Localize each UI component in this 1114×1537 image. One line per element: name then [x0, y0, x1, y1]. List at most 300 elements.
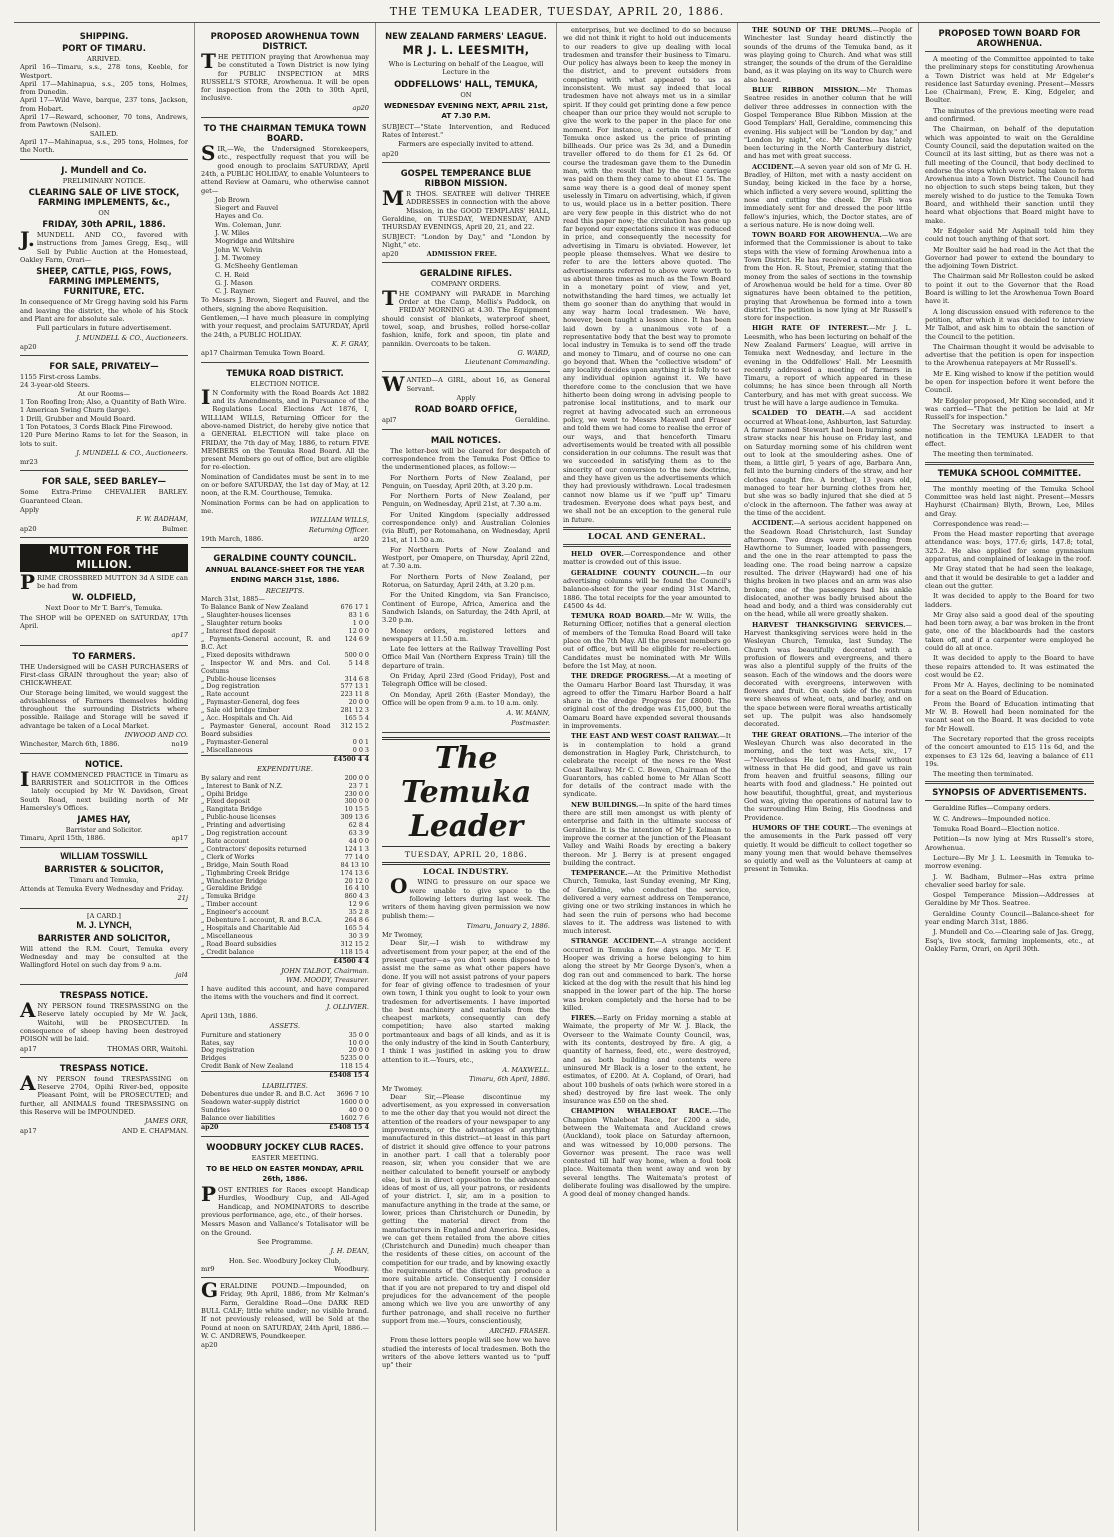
- gospel-admission: ADMISSION FREE.: [426, 250, 497, 259]
- account-amount: 860 4 3: [344, 892, 369, 901]
- barley-title: FOR SALE, SEED BARLEY—: [41, 476, 167, 487]
- account-item: „ Debenture I. account, R. and B.C.A.: [201, 916, 323, 925]
- sale-signature: J. MUNDELL & CO., Auctioneers.: [76, 333, 188, 342]
- private-sale-item: 1 Drill, Grubber and Mould Board.: [20, 414, 136, 423]
- account-amount: 309 13 6: [340, 813, 369, 822]
- ad-code: ap17: [20, 1126, 37, 1135]
- divider: [925, 481, 1094, 482]
- letter-1-to: Mr Twomey,: [382, 931, 423, 940]
- report-paragraph: The Chairman, on behalf of the deputation which was appointed to wait on the Geraldine County Council, said the deputation waited on the Council at its last sitting, but as there was not a full meeting of the Council, that body declined to endorse the steps which were being taken to form Arowhenua into a Town District. The Council had no objection to such steps being taken, but they merely wished to do justice to the Temuka Town Board, and withheld their sanction until they heard what objections that Board might have to make.: [925, 125, 1094, 225]
- local-general-items: [563, 550, 731, 1199]
- town-board-title: PROPOSED TOWN BOARD FOR AROWHENUA.: [938, 28, 1081, 48]
- news-item: [563, 937, 731, 1012]
- report-paragraph: The Secretary reported that the gross receipts of the concert amounted to £15 11s 6d, and the expenses to £3 12s 6d, leaving a balance of £11 19s.: [925, 734, 1094, 768]
- signatory: Wm. Coleman, Junr.: [215, 220, 282, 229]
- signatory: G. McSheehy Gentleman: [215, 262, 298, 271]
- chairman-title: TO THE CHAIRMAN TEMUKA TOWN BOARD.: [203, 123, 367, 144]
- news-item-heading: TEMPERANCE.: [571, 869, 628, 878]
- editorial-local-industry: [382, 868, 550, 1370]
- news-item-heading: STRANGE ACCIDENT.: [571, 937, 656, 946]
- divider: [925, 51, 1094, 52]
- gospel-mission-ad: [382, 163, 550, 263]
- masthead: [14, 0, 1100, 23]
- sailing-item: April 17—Mahinapua, s.s., 295 tons, Holmes, for the North.: [20, 137, 188, 155]
- report-paragraph: J. Mundell and Co.—Clearing sale of Jas. Gregg, Esq's, live stock, farming implements, etc., at Oakley Farm, Orari, on April 30th.: [925, 928, 1094, 953]
- report-paragraph: A long discussion ensued with reference to the petition, after which it was decided to interview Mr Talbot, and ask him to obtain the sanction of the Council to the petition.: [925, 307, 1094, 341]
- assets-total-label: [201, 1072, 316, 1080]
- account-item: Credit Bank of New Zealand: [201, 1062, 294, 1071]
- arowhenua-title: PROPOSED AROWHENUA TOWN DISTRICT.: [210, 31, 360, 51]
- ad-code: ap20: [352, 103, 369, 112]
- account-amount: 174 13 6: [340, 868, 369, 877]
- news-item: [744, 86, 912, 161]
- news-item-text: —It is in contemplation to hold a grand demonstration in Hagley Park, Christchurch, to celebrate the receipt of the news re the West Coast Railway. Mr C. C. Bowen, Chairman of the Guarantors, has cabled home to Mr Allan Scott for details of the contract made with the syndicate.: [563, 732, 731, 799]
- letter-1-head: Timaru, January 2, 1886.: [466, 921, 550, 930]
- mail-role: Postmaster.: [511, 718, 550, 727]
- ad-code: ap20: [201, 1341, 218, 1350]
- mail-item: For Northern Ports of New Zealand, per Penguin, on Tuesday, April 20th, at 3.20 p.m.: [382, 473, 550, 490]
- barley-signature: F. W. BADHAM,: [136, 515, 188, 524]
- account-amount: 1602 7 6: [340, 1114, 369, 1123]
- lynch-ad: [20, 909, 188, 985]
- league-on: ON: [460, 90, 472, 99]
- trespass-body: ANY PERSON found TRESPASSING on Reserve 2704, Opihi River-bed, opposite Pleasant Point, will be PROSECUTED; and further, all ANIMALS found TRESPASSING on this Reserve will be IMPOUNDED.: [20, 1070, 188, 1117]
- seed-barley-ad: [20, 471, 188, 537]
- receipts-head: RECEIPTS.: [265, 587, 305, 596]
- account-amount: 281 12 3: [340, 706, 369, 715]
- rifles-role: Lieutenant Commanding.: [465, 358, 550, 367]
- notice-body: IHAVE COMMENCED PRACTICE in Timaru as BARRISTER and SOLICITOR in the Offices lately occupied by Mr W. Davidson, Great South Road, next building north of Mr Hamersley's Offices.: [20, 766, 188, 812]
- woodbury-signature: J. H. DEAN,: [330, 1247, 369, 1256]
- arrival-item: April 17—Wild Wave, barque, 237 tons, Jackson, from Hobart.: [20, 96, 188, 113]
- account-item: Balance over liabilities: [201, 1114, 275, 1123]
- news-item-text: —The interior of the Wesleyan Church was also decorated in the morning, and the text was Acts, xiv., 17—"Nevertheless He left not Himself without witness in that He did good, and gave us rain from heaven and fruitful seasons, filling our hearts with food and gladness." He pointed out how beautiful, thoughtful, great, and mysterious God was, giving the operations of natural law to the surrounding Him Being, His Goodness and Providence.: [744, 730, 912, 822]
- account-amount: 62 8 4: [348, 821, 369, 830]
- news-item-heading: BLUE RIBBON MISSION.: [752, 86, 860, 95]
- account-amount: 23 7 1: [348, 781, 369, 790]
- news-item-text: —In our advertising columns will be found the Council's balance-sheet for the year ending 31st March, 1886. The total receipts for the year amounted to £4500 4s 4d.: [563, 568, 731, 610]
- lynch-body: Will attend the R.M. Court, Temuka every Wednesday and may be consulted at the Wallingford Hotel on such day from 9 a.m.: [20, 944, 188, 970]
- account-item: „ Bridge, Main South Road: [201, 860, 289, 869]
- divider: [925, 781, 1094, 784]
- news-item: [744, 409, 912, 517]
- account-amount: 118 15 4: [340, 947, 369, 956]
- letter-2-body: Dear Sir,—Please discontinue my advertisement, as you expressed in conversation to me the other day that you would not direct the attention of the readers of your newspaper to any improvements, or the advantages of anything manufactured in this district—at least in this part of district it should give offence to your patrons in another part. I call that a tolerably poor reason, sir, when you consider that we are neither calculated to benefit yourself or anybody else, but is in direct opposition to the advanced ideas of most of us, all your patrons, or residents of your district. I, sir, am in a position to manufacture anything in the trade at the same, or lower, prices than Christchurch or Dunedin, by getting the material direct from the manufacturers in England and America. Besides, we can get them retailed from the above cities (Christchurch and Dunedin) much cheaper than the residents of these cities, on account of the competition for our trade, and by knowing exactly the requirements of the district can produce a more suitable article. Consequently I consider that if you are not prepared to try and dispel old prejudices for the advancement of the people among which we live you are unworthy of any further patronage, and shall receive no further support from me.—Yours, conscientiously,: [382, 1092, 550, 1325]
- trespass-title: TRESPASS NOTICE.: [59, 1062, 149, 1073]
- rifles-body: THE COMPANY will PARADE in Marching Order at the Camp, Mellis's Paddock, on FRIDAY MORNING at 4.30. The Equipment should consist of blankets, waterproof sheet, towel, soap, and brushes, rolled horse-collar fashion, knife, fork and spoon, tin plate and pannikin. Overcoats to be taken.: [382, 285, 550, 348]
- news-item-heading: ACCIDENT.: [752, 519, 794, 528]
- port-head: PORT OF TIMARU.: [62, 43, 146, 53]
- private-sale-item: At our Rooms—: [78, 389, 130, 398]
- mail-item: For Northern Ports of New Zealand and Westport, per Omapere, on Thursday, April 22nd, at 7.30 a.m.: [382, 545, 550, 571]
- private-sale-item: 1 Ton Potatoes, 3 Cords Black Pine Firewood.: [20, 422, 173, 431]
- local-general-items-continued: [744, 26, 912, 874]
- tosswill-role: BARRISTER & SOLICITOR,: [44, 863, 164, 874]
- news-item-heading: HARVEST THANKSGIVING SERVICES.: [752, 620, 906, 629]
- woodbury-races-ad: [201, 1137, 369, 1278]
- notice-role: Barrister and Solicitor.: [65, 826, 143, 835]
- farmers-body-2: Our Storage being limited, we would suggest the advisableness of Farmers themselves holding throughout the surrounding Districts where possible. Railage and Storage will be saved if advantage be taken of a Local Market.: [20, 688, 188, 730]
- account-item: „ Engineer's account: [201, 908, 269, 917]
- account-amount: 676 17 1: [340, 603, 369, 612]
- account-item: „ Temuka Bridge: [201, 892, 256, 901]
- report-paragraph: J. W. Badham, Bulmer—Has extra prime chevalier seed barley for sale.: [925, 872, 1094, 889]
- news-item-text: —The Champion Whaleboat Race, for £200 a side, between the Waitemata and Auckland crews (Auckland), took place on Saturday afternoon, and was witnessed by 10,000 persons. The Governor was present. The race was well contested till half way home, when a foul took place. Waitemata then went away and won by several lengths. The Waitemata's protest of deliberate fouling was disallowed by the umpire. A good deal of money changed hands.: [563, 1107, 731, 1199]
- notice-name: JAMES HAY,: [77, 814, 131, 825]
- news-item-heading: THE DREDGE PROGRESS.: [571, 672, 671, 681]
- signatory: J. M. Twomey: [215, 253, 260, 262]
- news-item-text: —We are informed that the Commissioner is about to take steps with the view of forming Arowhenua into a Town District. He has received a communication from the Hon. R. Stout, Premier, stating that the money from the sales of sections in the township of Arowhenua would be held for a time. Over 80 signatures have been obtained to the petition, praying that Arowhenua be formed into a town district. The petition is now lying at Mr Russell's store for inspection.: [744, 231, 912, 323]
- news-item-text: —A sad accident occurred at Wheat-lone, Ashburton, last Saturday. A farmer named Stewart had been burning some straw stacks near his house on Friday last, and on Saturday morning some of his children went out to look at the smouldering ashes. One of them, a little girl, 5 years of age, Barbara Ann, fell into the burning cinders of the straw, and her clothes caught fire. A brother, 13 years old, managed to tear her burning clothes from her, but she was so badly injured that she died at 5 o'clock in the afternoon. The father was away at the time of the accident.: [744, 409, 912, 517]
- divider: [925, 800, 1094, 801]
- arrival-item: April 16—Timaru, s.s., 278 tons, Keeble, for Westport.: [20, 63, 188, 80]
- report-paragraph: Petition—Is now lying at Mrs Russell's store, Arowhenua.: [925, 835, 1094, 852]
- trespass-body: ANY PERSON found TRESPASSING on the Reserve lately occupied by Mr W. Jack, Waitohi, will be PROSECUTED. In consequence of sheep having been destroyed POISON will be laid.: [20, 998, 188, 1044]
- news-item: [744, 163, 912, 229]
- league-body: Who is Lecturing on behalf of the League, will Lecture in the: [388, 60, 544, 77]
- signatory: John W. Velvin: [215, 245, 263, 254]
- account-amount: 5235 0 0: [340, 1054, 369, 1063]
- signatory: C. H. Reid: [215, 270, 250, 279]
- account-amount: 44 0 0: [348, 837, 369, 846]
- private-sale-ad: [20, 356, 188, 471]
- woodbury-body-2: Messrs Mason and Vallance's Totalisator will be on the Ground.: [201, 1220, 369, 1237]
- signatory: J. W. Miles: [215, 229, 250, 238]
- chairman-reply: To Messrs J. Brown, Siegert and Fauvel, and the others, signing the above Requisition.: [201, 296, 369, 313]
- account-item: „ Dog registration account: [201, 829, 288, 838]
- account-amount: 10 0 0: [348, 1038, 369, 1047]
- report-paragraph: From the Board of Education intimating that Mr W. B. Howell had been nominated for the vacant seat on the Board. It was decided to vote for Mr Howell.: [925, 699, 1094, 733]
- shipping-head: SHIPPING.: [79, 31, 129, 41]
- account-amount: 20 0 0: [348, 698, 369, 707]
- account-item: Debentures due under R. and B.C. Act: [201, 1090, 326, 1099]
- editorial-after: From these letters people will see how we have studied the interests of local tradesmen. Both the writers of the above letters wanted us to "puff up" their: [382, 1336, 550, 1370]
- rifles-signature: G. WARD,: [517, 348, 550, 357]
- ad-code: ap17: [171, 834, 188, 843]
- woodbury-held: TO BE HELD ON EASTER MONDAY, APRIL 26th, 1886.: [206, 1165, 364, 1184]
- news-item-heading: FIRES.: [571, 1014, 597, 1023]
- signatory: Hayes and Co.: [215, 212, 264, 221]
- news-item: [744, 519, 912, 619]
- account-amount: 0 0 1: [352, 737, 369, 746]
- private-sale-title: FOR SALE, PRIVATELY—: [49, 361, 159, 372]
- account-amount: 3696 7 10: [336, 1090, 369, 1099]
- letter-1-signature: A. MAXWELL.: [502, 1065, 550, 1074]
- league-title: NEW ZEALAND FARMERS' LEAGUE.: [385, 31, 547, 41]
- column-2: [195, 23, 376, 1531]
- synopsis-title: SYNOPSIS OF ADVERTISEMENTS.: [932, 787, 1087, 798]
- on-label: ON: [98, 208, 110, 217]
- account-item: „ Timber account: [201, 900, 258, 909]
- account-item: Bridges: [201, 1054, 227, 1063]
- account-item: „ Geraldine Bridge: [201, 884, 262, 893]
- account-row: [201, 660, 369, 676]
- report-paragraph: Gospel Temperance Mission—Addresses at Geraldine by Mr Thos. Seatree.: [925, 891, 1094, 908]
- news-item: [563, 1014, 731, 1105]
- barley-apply: Apply: [20, 505, 40, 514]
- news-item-text: —Mr Thomas Seatree resides in another column that he will deliver three addresses in connection with the Gospel Temperance Blue Ribbon Mission at the Good Templars' Hall, Geraldine, commencing this evening. His subject will be "London by day," and "London by night," etc. Mr Seatree has lately been lecturing in the North Canterbury district, and has met with great success.: [744, 86, 912, 161]
- account-amount: 312 15 2: [340, 721, 369, 730]
- woodbury-title: WOODBURY JOCKEY CLUB RACES.: [206, 1141, 364, 1152]
- farmers-ad: [20, 646, 188, 754]
- local-general-head: LOCAL AND GENERAL.: [587, 531, 707, 542]
- ad-code: mr23: [20, 458, 38, 467]
- trespass-ad-2: [20, 1058, 188, 1139]
- league-lecturer: MR J. L. LEESMITH,: [402, 43, 530, 57]
- mail-item: Late fee letters at the Railway Travelling Post Office Mail Van (Northern Express Train) till the departure of train.: [382, 645, 550, 670]
- account-item: Sundries: [201, 1106, 230, 1115]
- road-signature: WILLIAM WILLS,: [310, 516, 369, 525]
- sale-body-3: Full particulars in future advertisement.: [36, 324, 172, 333]
- account-item: „ Credit balance: [201, 947, 255, 956]
- woodbury-see: See Programme.: [257, 1237, 313, 1246]
- letter-2-head: Timaru, 6th April, 1886.: [469, 1075, 550, 1084]
- mail-intro: The letter-box will be cleared for despatch of correspondence from the Temuka Post Office to the undermentioned places, as follow:—: [382, 446, 550, 472]
- mutton-ad: [20, 538, 188, 646]
- news-item: [744, 824, 912, 874]
- mutton-open: The SHOP will be OPENED on SATURDAY, 17th April.: [20, 613, 188, 631]
- account-amount: 63 3 9: [348, 829, 369, 838]
- account-item: „ Interest to Bank of N.Z.: [201, 781, 283, 790]
- news-item-text: —Early on Friday morning a stable at Waimate, the property of Mr W. J. Black, the Overseer to the Waimate County Council, was, with its contents, destroyed by fire. A gig, a quantity of harness, feed, etc., were destroyed, and as both building and contents were uninsured Mr Black is a loser to the extent, he estimates, of £200. At A. Copland, of Orari, had about 100 bushels of oats (which were stored in a shed) destroyed by fire last week. The only insurance was £50 on the shed.: [563, 1014, 731, 1106]
- private-sale-item: 24 3-year-old Steers.: [20, 381, 90, 390]
- account-row: [201, 636, 369, 652]
- news-item: [563, 1107, 731, 1198]
- liabilities-table: [201, 1091, 369, 1132]
- road-role: Returning Officer.: [308, 525, 369, 534]
- report-paragraph: W. C. Andrews—Impounded notice.: [933, 814, 1051, 823]
- account-amount: 0 0 3: [352, 745, 369, 754]
- school-committee-report: [925, 485, 1094, 779]
- news-item: [563, 612, 731, 670]
- receipts-table: [201, 596, 369, 763]
- news-item-heading: CHAMPION WHALEBOAT RACE.: [571, 1107, 712, 1116]
- account-amount: 124 6 9: [344, 634, 369, 643]
- gospel-subject: SUBJECT: "London by Day," and "London by Night," etc.: [382, 232, 550, 249]
- news-item-text: —Correspondence and other matter is crowded out of this issue.: [563, 550, 731, 567]
- news-item-text: —At the Primitive Methodist Church, Temuka, last Sunday evening, Mr King, of Geraldine, who conducted the service, delivered a very earnest address on Temperance, giving one or two striking instances in which he had seen the ruin of persons who had become slaves to it. The address was listened to with much interest.: [563, 869, 731, 936]
- column-6: [919, 23, 1100, 1531]
- news-item-heading: HELD OVER.: [571, 550, 624, 559]
- road-date: 19th March, 1886.: [201, 534, 264, 543]
- news-item-text: —In spite of the hard times there are still men amongst us with plenty of enterprise and faith in the ultimate success of Geraldine. It is the intention of Mr J. Kelman to improve the corner at the junction of the Pleasant Valley and Waihi Roads by erecting a bakery thereon. Mr J. Berry is at present engaged building the contract.: [563, 800, 731, 867]
- assets-total: £5408 15 4: [316, 1072, 369, 1080]
- balance-sheet-title: ANNUAL BALANCE-SHEET FOR THE YEAR ENDING MARCH 31st, 1886.: [205, 566, 365, 585]
- chairman-signature-role: ap17 Chairman Temuka Town Board.: [201, 349, 326, 358]
- news-item: [744, 231, 912, 322]
- ad-code: apl7: [382, 416, 397, 425]
- news-item: [744, 26, 912, 84]
- account-item: „ Tighmbring Creek Bridge: [201, 868, 290, 877]
- woodbury-sub: EASTER MEETING.: [251, 1153, 319, 1162]
- mutton-banner: MUTTON FOR THE MILLION.: [20, 544, 188, 572]
- account-amount: 5 14 8: [348, 658, 369, 667]
- school-committee-title: TEMUKA SCHOOL COMMITTEE.: [937, 467, 1082, 478]
- letter-1-body: Dear Sir,—I wish to withdraw my advertisement from your paper, at the end of the present quarter—as you don't seem disposed to assist me the same as what other papers have done. If you will not assist patrons of your papers for fear of giving offence to tradesmen of your own town, I think you ought to look to your own tradesmen for advertisements. I have imported the best machinery and materials from the cheapest markets, consequently can defy competition; have also started making portmanteaux and bags of all kinds, and as it is the only industry of the kind in South Canterbury, I think I was justified in asking you to draw attention to it.—Yours, etc.,: [382, 939, 550, 1064]
- ad-code: mr9: [201, 1264, 215, 1273]
- audit-note: I have audited this account, and have compared the items with the vouchers and find it correct.: [201, 985, 369, 1002]
- stock-list: SHEEP, CATTLE, PIGS, FOWS, FARMING IMPLEMENTS, FURNITURE, ETC.: [36, 266, 172, 297]
- farmers-date: Winchester, March 6th, 1886.: [20, 740, 120, 749]
- ad-code: ap17: [20, 1044, 37, 1053]
- report-paragraph: Mr Edgeler proposed, Mr King seconded, and it was carried—"That the petition be laid at Mr Russell's for inspection.": [925, 396, 1094, 422]
- account-amount: 165 5 4: [344, 923, 369, 932]
- mail-item: On Friday, April 23rd (Good Friday), Post and Telegraph Office will be closed.: [382, 672, 550, 689]
- notice-title: NOTICE.: [84, 758, 123, 769]
- report-paragraph: The monthly meeting of the Temuka School Committee was held last night. Present—Messrs Hayhurst (Chairman) Blyth, Brown, Lee, Miles and Gray.: [925, 484, 1094, 518]
- clearing-sale-head: CLEARING SALE OF LIVE STOCK, FARMING IMPLEMENTS, &c.,: [28, 186, 180, 207]
- trespass-title: TRESPASS NOTICE.: [59, 990, 149, 1001]
- account-row: [201, 949, 369, 957]
- news-item: [563, 569, 731, 610]
- sailed-label: SAILED.: [89, 129, 119, 138]
- chairman-requisition-ad: [201, 118, 369, 362]
- report-paragraph: Mr Edgeler said Mr Aspinall told him they could not touch anything of that sort.: [925, 226, 1094, 244]
- receipts-total: £4500 4 4: [330, 755, 369, 763]
- mail-item: For United Kingdom (specially addressed correspondence only) and Australian Colonies (via Bluff), per Rotomahana, on Wednesday, April 21st, at 11.50 a.m.: [382, 510, 550, 544]
- mail-notices: [382, 430, 550, 733]
- news-item-text: —The evenings at the amusements in the Park passed off very quietly. It would be difficult to collect together so many young men that would behave themselves so quietly and well as the Volunteers at camp at present in Temuka.: [744, 823, 912, 874]
- notice-date: Timaru, April 15th, 1886.: [20, 834, 106, 843]
- report-paragraph: The Chairman said Mr Rolleston could be asked to point it out to the Governor that the Road Board is willing to let the Arowhenua Town Board have it.: [925, 272, 1094, 306]
- ad-code: jal4: [175, 970, 188, 979]
- account-item: „ Public-house licenses: [201, 674, 276, 683]
- account-amount: 16 4 10: [344, 884, 369, 893]
- account-signature: JOHN TALBOT, Chairman.: [281, 966, 369, 975]
- account-amount: 118 15 4: [340, 1062, 369, 1071]
- news-item: [563, 801, 731, 867]
- account-item: Seadown water-supply district: [201, 1098, 300, 1107]
- assets-table: [201, 1032, 369, 1080]
- expenditure-table: [201, 775, 369, 966]
- column-3: [376, 23, 557, 1531]
- council-title: GERALDINE COUNTY COUNCIL.: [213, 553, 357, 564]
- league-date: WEDNESDAY EVENING NEXT, APRIL 21st, AT 7.30 P.M.: [383, 100, 549, 120]
- report-paragraph: The meeting then terminated.: [933, 450, 1034, 459]
- account-item: „ Slaughter-houses licenses: [201, 611, 291, 620]
- ad-code: ap17: [171, 631, 188, 640]
- signatory: Job Brown: [215, 195, 250, 204]
- news-item: [563, 550, 731, 567]
- rifles-title: GERALDINE RIFLES.: [419, 268, 513, 279]
- news-item-heading: SCALDED TO DEATH.: [752, 409, 845, 418]
- letter-2-signature: ARCHD. FRASER.: [489, 1327, 550, 1336]
- ad-code: 21j: [177, 894, 188, 903]
- editorial-continued: enterprises, but we declined to do so because we did not think it right to hold out inducements to our readers to give up dealing with local tradesmen and transfer their business to Timaru. Our policy has always been to keep the money in the district, and to prevent outsiders from competing with what appeared to us as inconsistent. We must say indeed that local tradesmen have not always met us in a similar spirit. If they could get printing done a few pence cheaper than our price they would not scruple to give the work to the paper in the place for one moment. For instance, a certain tradesman of Temuka once asked us the price of printing billheads. Our price was 2s 3d, and a Dunedin traveller offered to do them for £1 2s 6d. Of course the tradesman gave them to the Dunedin man, with the result that by the time carriage was paid on them they came to about £1 5s. The same way there is a good deal of money spent uselessly in Timaru on advertising, which, if given to us, would place us in a better position. There are very few people in this district who do not read this paper now; the circulation has gone up far beyond our expectations since it was reduced in price, and consequently the necessity for advertising in Timaru is obviated. However, let people please themselves. What we desire to refer to are the letters above quoted. The advertisements referred to above were worth to us about three times as much as the Town Board in a monetary point of view, and yet, notwithstanding the hard times, we actually let them go sooner than do anything that would in any way harm local tradesmen. We have, however, been taught a lesson since. It has been laid down by a unanimous vote of a representative body that the best way to promote local industry in Temuka is to send off the trade and money to Timaru, and of course no one can go beyond that. When the "collective wisdom" of any locality decides upon anything it is folly to set any individual opinion against it. We have therefore come to the conclusion that we have hitherto been doing wrong in advising people to patronise local institutions, and to mark our regret at having advocated such an erroneous policy, we went to Messrs Maxwell and Fraser and told them we had come to realise the error of our ways, and that henceforth Timaru advertisements would be treated with all possible consideration in our columns. The result was that we succeeded in satisfying them as to the sincerity of our conversion to the new doctrine, and they have given us the advertisements which they had previously withdrawn. Local tradesmen cannot now blame us if we "puff up" Timaru tradesmen. Everyone does what pays best, and we shall not be an exception to the general rule in future.: [563, 26, 732, 524]
- account-item: „ Acc. Hospitals and Ch. Aid: [201, 714, 293, 723]
- gospel-body: MR THOS. SEATREE will deliver THREE ADDRESSES in connection with the above Mission, in the GOOD TEMPLARS' HALL, Geraldine, on TUESDAY, WEDNESDAY, AND THURSDAY EVENINGS, April 20, 21, and 22.: [382, 186, 550, 232]
- account-amount: 20 0 0: [348, 1046, 369, 1055]
- road-body-2: Nomination of Candidates must be sent in to me on or before SATURDAY, the 1st day of May, at 12 noon, at the R.M. Courthouse, Temuka.: [201, 472, 369, 498]
- news-item: [744, 621, 912, 729]
- account-amount: 1600 0 0: [340, 1098, 369, 1107]
- account-amount: 312 15 2: [340, 939, 369, 948]
- account-amount: 30 3 9: [348, 931, 369, 940]
- report-paragraph: It was decided to apply to the Board for two ladders.: [925, 592, 1094, 609]
- news-item: [563, 672, 731, 730]
- account-item: „ Winchester Bridge: [201, 876, 267, 885]
- account-amount: 300 0 0: [344, 797, 369, 806]
- news-item-heading: TOWN BOARD FOR AROWHENUA.: [752, 231, 882, 240]
- shipping-section: [20, 26, 188, 160]
- arrival-item: April 17—Reward, schooner, 70 tons, Andrews, from Pawtown (Nelson).: [20, 113, 188, 130]
- private-sale-item: 1155 First-cross Lambs.: [20, 373, 101, 382]
- ad-code: no19: [171, 740, 188, 749]
- news-item: [563, 869, 731, 935]
- league-hall: ODDFELLOWS' HALL, TEMUKA,: [394, 78, 538, 89]
- trespass-signature: THOMAS ORR, Waitohi.: [107, 1044, 188, 1053]
- audit-date: April 13th, 1886.: [201, 1012, 258, 1020]
- balance-sheet-ad: [201, 548, 369, 1137]
- masthead-title: THE TEMUKA LEADER, TUESDAY, APRIL 20, 1886.: [389, 4, 725, 18]
- private-sale-item: 120 Pure Merino Rams to let for the Season, in lots to suit.: [20, 431, 188, 448]
- woodbury-body: POST ENTRIES for Races except Handicap Hurdles, Woodbury Cup, and All-Aged Handicap, and NOMINATORS to describe previous performance, age, etc., of their horses.: [201, 1182, 369, 1220]
- report-paragraph: Mr Gray stated that he had seen the leakage, and that it would be desirable to get a ladder and clean out the gutter.: [925, 565, 1094, 590]
- report-paragraph: Temuka Road Board—Election notice.: [933, 825, 1060, 834]
- account-amount: 10 15 5: [344, 805, 369, 814]
- news-item-text: —Mr W. Wills, the Returning Officer, notifies that a general election of members of the Temuka Road Board will take place on the 7th May. All the present members go out of office, but will be eligible for re-election. Candidates must be nominated with Mr Wills before the 1st May, at noon.: [563, 612, 731, 670]
- ad-code: ar20: [353, 534, 369, 543]
- report-paragraph: From the Head master reporting that average attendance was: boys, 177.6; girls, 147.8; total, 325.2. He also applied for some gymnasium apparatus, and complained of leakage in the roof.: [925, 530, 1094, 564]
- news-item-heading: THE GREAT ORATIONS.: [752, 730, 843, 739]
- mutton-body: PRIME CROSSBRED MUTTON 3d A SIDE can be had from: [20, 569, 188, 594]
- trespass-signature: JAMES ORR,: [144, 1117, 188, 1126]
- account-item: „ Miscellaneous: [201, 931, 253, 940]
- private-sale-item: 1 American Swing Churn (large).: [20, 406, 131, 415]
- arrived-label: ARRIVED.: [86, 55, 122, 63]
- signatory-list: [215, 196, 369, 296]
- preliminary-notice: PRELIMINARY NOTICE.: [62, 176, 146, 185]
- account-item: „ Paymaster General, account Road Board subsidies: [201, 721, 331, 738]
- account-item: To Balance Bank of New Zealand: [201, 603, 309, 612]
- ad-code: ap20: [382, 149, 399, 158]
- account-row: [201, 747, 369, 755]
- liabilities-total-label: ap20: [201, 1123, 326, 1131]
- account-item: „ Road Board subsidies: [201, 939, 277, 948]
- news-item-text: —People of Winchester last Sunday heard distinctly the sounds of the drums of the Temuka band, as it was playing going to Church. And what was still stranger, the sounds of the drum of the Geraldine band, as it was playing on its way to Church were also heard.: [744, 26, 912, 84]
- report-paragraph: Geraldine County Council—Balance-sheet for year ending March 31st, 1886.: [925, 909, 1094, 927]
- sale-date: FRIDAY, 30th APRIL, 1886.: [42, 219, 166, 230]
- news-item-text: —A serious accident happened on the Seadown Road Christchurch, last Sunday afternoon. Two drags were proceeding from Hawthorne to Sumner, loaded with passengers, and the one in the rear attempted to pass the leading one. The road being narrow a capsize resulted. The driver (Hayward) had one of his thighs broken in two places and an arm was also broken; one of the passengers had his ankle dislocated, another was badly bruised about the head and body, and a third was considerably cut on the head, while all were greatly shaken.: [744, 519, 912, 619]
- account-amount: 230 0 0: [344, 789, 369, 798]
- farmers-body: THE Undersigned will be CASH PURCHASERS of First-class GRAIN throughout the year; also of CHICK-WHEAT.: [20, 662, 188, 688]
- ad-code: ap20: [20, 342, 37, 351]
- news-item-text: —A seven year old son of Mr G. H. Bradley, of Hilton, met with a nasty accident on Sunday, being kicked in the face by a horse, which inflicted a very severe wound, splitting the nose and cutting the cheek. Dr Fish was immediately sent for and dressed the poor little fellow's injuries, which, the Doctor states, are of a serious nature. He is now doing well.: [744, 162, 912, 229]
- trespass-ad-1: [20, 985, 188, 1058]
- account-item: „ Rangitata Bridge: [201, 805, 262, 814]
- account-amount: 20 12 0: [344, 876, 369, 885]
- arrival-item: April 17—Mahinapua, s.s., 205 tons, Holmes, from Dunedin.: [20, 79, 188, 97]
- road-election-ad: [201, 363, 369, 549]
- report-paragraph: Mr Gray also said a good deal of the spouting had been torn away, a bar was broken in the front gate, one of the blackboards had the castors taken off, and if a carpenter were employed he could do all at once.: [925, 610, 1094, 652]
- wanted-where: ROAD BOARD OFFICE,: [414, 404, 518, 415]
- account-item: „ Printing and advertising: [201, 821, 286, 830]
- account-item: Furniture and stationery: [201, 1030, 282, 1039]
- barley-place: Bulmer.: [162, 524, 188, 533]
- road-title: TEMUKA ROAD DISTRICT.: [226, 367, 344, 378]
- newspaper-nameplate: The Temuka Leader: [382, 737, 550, 847]
- account-amount: 12 9 6: [348, 900, 369, 909]
- report-paragraph: The Secretary was instructed to insert a notification in the TEMUKA LEADER to that effect.: [925, 423, 1094, 449]
- liabilities-head: LIABILITIES.: [262, 1082, 308, 1091]
- mutton-name: W. OLDFIELD,: [71, 592, 137, 603]
- signatory: G. J. Mason: [215, 278, 253, 287]
- report-paragraph: Mr E. King wished to know if the petition would be open for inspection before it went before the Council.: [925, 369, 1094, 395]
- mutton-where: Next Door to Mr T. Barr's, Temuka.: [45, 604, 163, 613]
- account-amount: 1 0 0: [352, 619, 369, 628]
- lynch-role: BARRISTER AND SOLICITOR,: [37, 932, 171, 943]
- column-1: [14, 23, 195, 1531]
